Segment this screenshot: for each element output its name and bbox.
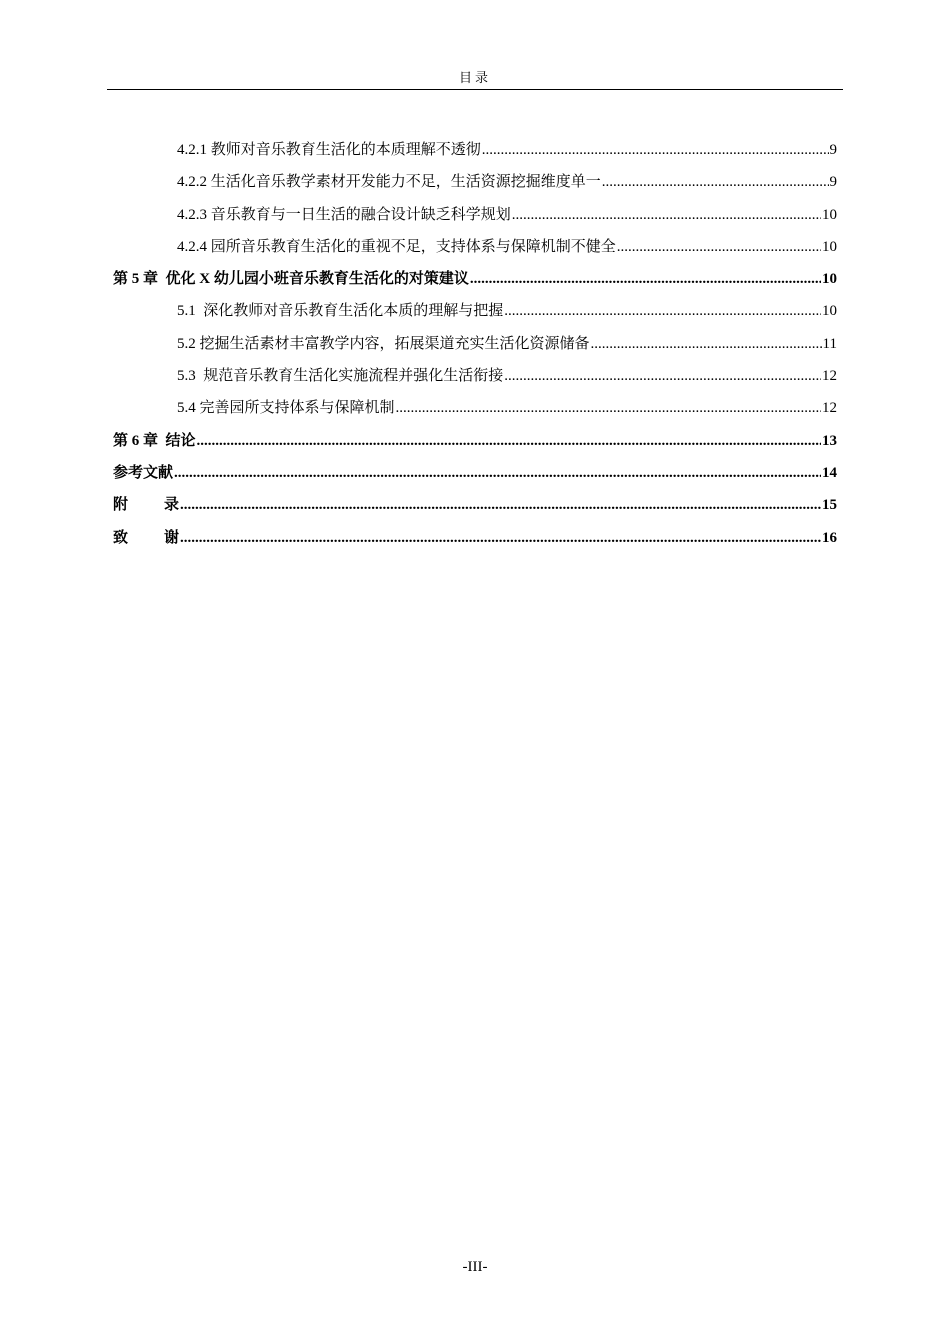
toc-leader-dots <box>512 201 821 229</box>
toc-entry-page: 12 <box>822 368 837 385</box>
toc-entry-title: 5.3 规范音乐教育生活化实施流程并强化生活衔接 <box>177 368 504 385</box>
toc-entry-title <box>113 491 179 519</box>
toc-entry[interactable] <box>113 362 837 394</box>
page-header <box>107 68 843 90</box>
toc-entry-title: 4.2.2 生活化音乐教学素材开发能力不足，生活资源挖掘维度单一 <box>177 174 601 191</box>
toc-entry[interactable] <box>113 297 837 329</box>
table-of-contents <box>113 136 837 556</box>
toc-entry-title: 参考文献 <box>113 464 174 481</box>
toc-entry[interactable] <box>113 394 837 426</box>
toc-entry-title: 5.1 深化教师对音乐教育生活化本质的理解与把握 <box>177 303 504 320</box>
toc-entry-page: 11 <box>822 335 837 352</box>
toc-entry-page: 10 <box>822 206 837 223</box>
toc-entry-page: 14 <box>822 464 837 481</box>
toc-entry-page: 9 <box>829 174 837 191</box>
toc-entry-title: 5.4 完善园所支持体系与保障机制 <box>177 400 395 417</box>
toc-entry[interactable] <box>113 201 837 233</box>
toc-leader-dots <box>482 136 829 164</box>
toc-title-char: 录 <box>163 497 179 514</box>
toc-leader-dots <box>504 362 821 390</box>
toc-entry-title: 5.2 挖掘生活素材丰富教学内容，拓展渠道充实生活化资源储备 <box>177 335 590 352</box>
toc-entry[interactable] <box>113 136 837 168</box>
toc-title-char: 谢 <box>163 529 179 546</box>
toc-entry-page: 13 <box>822 432 837 449</box>
toc-entry-page: 15 <box>822 497 837 514</box>
toc-chapter-entry[interactable] <box>113 524 837 556</box>
toc-entry-page: 16 <box>822 529 837 546</box>
toc-entry-page: 10 <box>822 271 837 288</box>
toc-entry-title: 4.2.3 音乐教育与一日生活的融合设计缺乏科学规划 <box>177 206 511 223</box>
toc-entry[interactable] <box>113 233 837 265</box>
toc-leader-dots <box>470 265 821 293</box>
toc-chapter-entry[interactable] <box>113 427 837 459</box>
toc-leader-dots <box>197 427 821 455</box>
toc-chapter-entry[interactable] <box>113 265 837 297</box>
toc-leader-dots <box>602 168 829 196</box>
toc-entry[interactable] <box>113 330 837 362</box>
toc-leader-dots <box>396 394 821 422</box>
toc-leader-dots <box>180 524 821 552</box>
toc-title-char: 致 <box>113 529 129 546</box>
toc-entry-page: 9 <box>829 142 837 158</box>
header-title: 目录 <box>458 70 491 85</box>
toc-entry-title: 4.2.1 教师对音乐教育生活化的本质理解不透彻 <box>177 142 481 158</box>
toc-chapter-entry[interactable] <box>113 491 837 523</box>
toc-title-char: 附 <box>113 497 129 514</box>
toc-entry-page: 10 <box>822 238 837 255</box>
toc-entry-page: 10 <box>822 303 837 320</box>
toc-leader-dots <box>180 491 821 519</box>
page-number: -III- <box>462 1259 488 1275</box>
toc-entry-title: 4.2.4 园所音乐教育生活化的重视不足，支持体系与保障机制不健全 <box>177 238 616 255</box>
toc-entry-title: 第 6 章 结论 <box>113 432 196 449</box>
toc-entry-title <box>113 524 179 552</box>
toc-leader-dots <box>591 330 822 358</box>
toc-entry-title: 第 5 章 优化 X 幼儿园小班音乐教育生活化的对策建议 <box>113 271 469 288</box>
toc-entry[interactable] <box>113 168 837 200</box>
toc-leader-dots <box>504 297 821 325</box>
toc-chapter-entry[interactable] <box>113 459 837 491</box>
toc-leader-dots <box>617 233 821 261</box>
toc-leader-dots <box>174 459 821 487</box>
toc-entry-page: 12 <box>822 400 837 417</box>
